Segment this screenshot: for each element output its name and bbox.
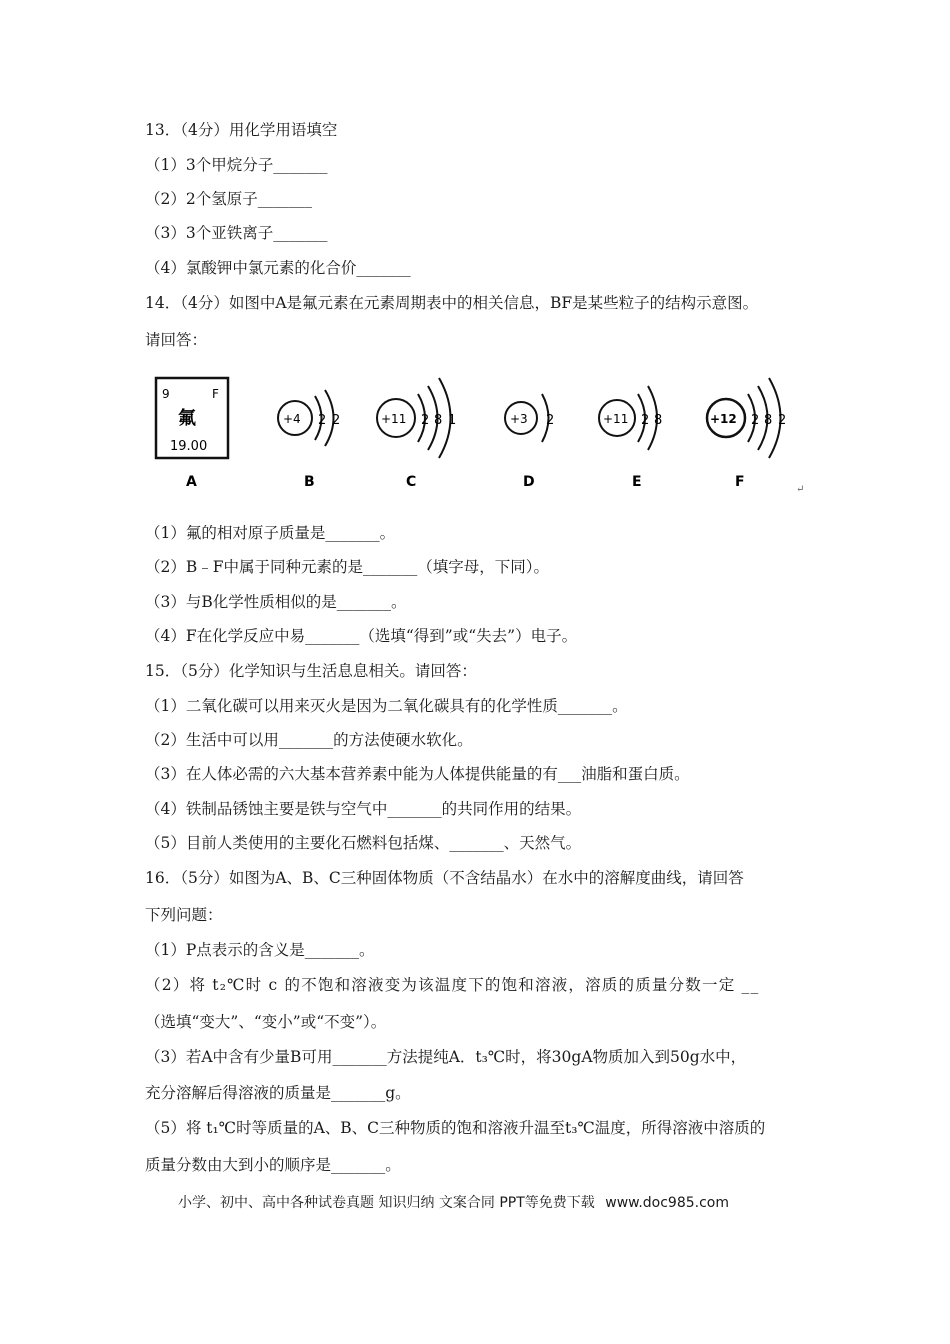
q15-item-1: （1）二氧化碳可以用来灭火是因为二氧化碳具有的化学性质_______。 <box>145 697 628 715</box>
q15-title: 15．（5分）化学知识与生活息息相关。请回答： <box>145 662 477 680</box>
label-b: B <box>304 474 315 490</box>
nucleus-c: +11 <box>381 412 407 426</box>
label-c: C <box>406 474 417 490</box>
q13-item-4: （4）氯酸钾中氯元素的化合价_______ <box>145 259 411 277</box>
q14-item-4: （4）F在化学反应中易_______（选填“得到”或“失去”）电子。 <box>145 627 578 645</box>
q15-item-3: （3）在人体必需的六大基本营养素中能为人体提供能量的有___油脂和蛋白质。 <box>145 765 690 783</box>
footer-site-link[interactable]: www.doc985.com <box>605 1195 729 1211</box>
shell-d-1: 2 <box>546 413 555 428</box>
paragraph-mark: ↵ <box>796 484 805 495</box>
structure-b <box>278 390 340 446</box>
structure-d <box>505 394 554 442</box>
nucleus-f: +12 <box>710 412 737 426</box>
q15-item-2: （2）生活中可以用_______的方法使硬水软化。 <box>145 731 473 749</box>
shell-e-2: 8 <box>654 413 663 428</box>
q16-item-1: （1）P点表示的含义是_______。 <box>145 941 375 959</box>
q16-item-2: （2）将 t₂℃时 c 的不饱和溶液变为该温度下的饱和溶液，溶质的质量分数一定 __ <box>145 976 760 994</box>
q16-item-3-cont: 充分溶解后得溶液的质量是_______g。 <box>145 1084 411 1102</box>
structure-diagrams <box>150 360 830 500</box>
structure-e <box>599 386 662 450</box>
element-box-a <box>156 378 228 458</box>
q14-item-2: （2）B﹣F中属于同种元素的是_______（填字母，下同）。 <box>145 558 550 576</box>
q16-item-2-cont: （选填“变大”、“变小”或“不变”）。 <box>145 1013 387 1031</box>
q13-title: 13．（4分）用化学用语填空 <box>145 121 338 139</box>
shell-f-2: 8 <box>764 413 773 428</box>
shell-f-1: 2 <box>751 413 760 428</box>
shell-b-1: 2 <box>318 413 327 428</box>
q14-item-1: （1）氟的相对原子质量是_______。 <box>145 524 396 542</box>
q15-item-5: （5）目前人类使用的主要化石燃料包括煤、_______、天然气。 <box>145 834 582 852</box>
element-atomic-number: 9 <box>162 387 170 401</box>
q16-title-cont: 下列问题： <box>145 906 223 924</box>
label-f: F <box>735 474 745 490</box>
nucleus-b: +4 <box>283 412 301 426</box>
element-mass: 19.00 <box>170 439 208 454</box>
page-footer <box>178 1192 729 1212</box>
shell-c-3: 1 <box>448 413 457 428</box>
element-symbol: F <box>212 387 219 401</box>
q16-title: 16．（5分）如图为A、B、C三种固体物质（不含结晶水）在水中的溶解度曲线，请回答 <box>145 869 744 887</box>
element-name: 氟 <box>178 408 196 429</box>
q13-item-3: （3）3个亚铁离子_______ <box>145 224 328 242</box>
footer-text: 小学、初中、高中各种试卷真题 知识归纳 文案合同 PPT等免费下载 <box>178 1195 595 1211</box>
q14-title-cont: 请回答： <box>145 331 208 349</box>
shell-f-3: 2 <box>778 413 787 428</box>
label-d: D <box>523 474 535 490</box>
nucleus-e: +11 <box>603 412 629 426</box>
structure-c <box>377 378 456 458</box>
q16-item-5-cont: 质量分数由大到小的顺序是_______。 <box>145 1156 401 1174</box>
shell-e-1: 2 <box>641 413 650 428</box>
shell-b-2: 2 <box>332 413 341 428</box>
q13-item-1: （1）3个甲烷分子_______ <box>145 156 328 174</box>
nucleus-d: +3 <box>510 412 528 426</box>
q15-item-4: （4）铁制品锈蚀主要是铁与空气中_______的共同作用的结果。 <box>145 800 582 818</box>
q16-item-3: （3）若A中含有少量B可用_______方法提纯A．t₃℃时，将30gA物质加入到50g水中， <box>145 1048 747 1066</box>
q14-title: 14．（4分）如图中A是氟元素在元素周期表中的相关信息，BF是某些粒子的结构示意图。 <box>145 294 759 312</box>
shell-c-2: 8 <box>434 413 443 428</box>
label-e: E <box>632 474 642 490</box>
q16-item-5: （5）将 t₁℃时等质量的A、B、C三种物质的饱和溶液升温至t₃℃温度，所得溶液中溶质的 <box>145 1119 766 1137</box>
label-a: A <box>186 474 197 490</box>
atomic-structure-figure <box>150 360 830 500</box>
structure-f <box>707 378 786 458</box>
shell-c-1: 2 <box>421 413 430 428</box>
q14-item-3: （3）与B化学性质相似的是_______。 <box>145 593 407 611</box>
q13-item-2: （2）2个氢原子_______ <box>145 190 312 208</box>
